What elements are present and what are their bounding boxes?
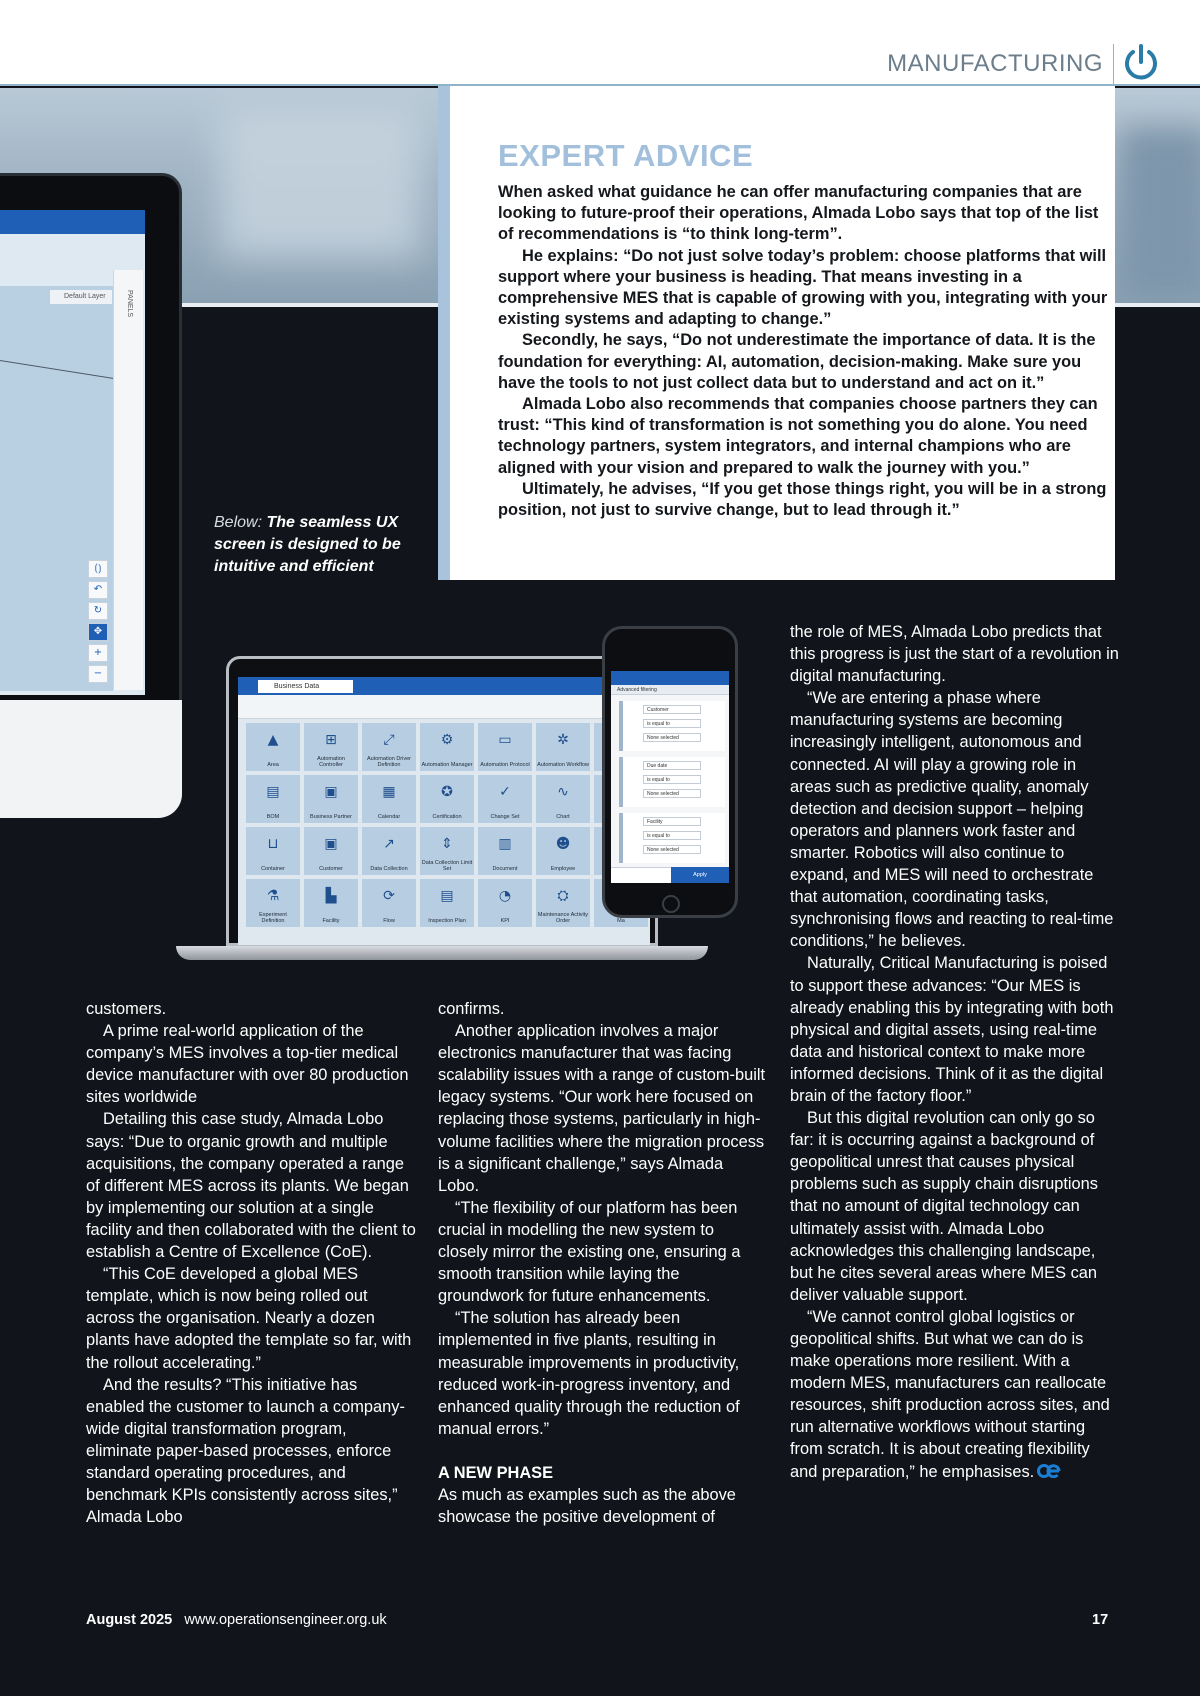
tile-label: Automation Driver Definition xyxy=(366,756,412,768)
business-data-tile xyxy=(304,879,358,927)
caption-text: The seamless UX screen is designed to be intuitive and efficient xyxy=(214,514,401,575)
phone-apply-button: Apply xyxy=(671,867,729,883)
business-data-tile xyxy=(478,879,532,927)
section-label: MANUFACTURING xyxy=(887,50,1103,77)
business-data-tile xyxy=(536,775,590,823)
tile-label: Chart xyxy=(556,814,570,820)
fit-icon: ⟮⟯ xyxy=(88,560,108,578)
filter-value: None selected xyxy=(643,733,701,742)
paragraph: “This CoE developed a global MES template, which is now being rolled out across the organisation. Nearly a dozen plants have adopted the template so far, with the rollout accelerating.” xyxy=(86,1265,412,1372)
page-number: 17 xyxy=(1092,1612,1109,1628)
zoom-in-icon: + xyxy=(88,644,108,662)
business-data-tile xyxy=(246,879,300,927)
tile-label: Automation Manager xyxy=(421,762,473,768)
tile-label: Ma xyxy=(617,918,625,924)
workflow-icon: ✲ xyxy=(557,732,569,748)
business-data-tile xyxy=(478,775,532,823)
panels-label: PANELS xyxy=(126,290,133,318)
business-data-tile xyxy=(304,827,358,875)
limit-set-icon: ⇕ xyxy=(441,836,453,852)
gear-icon: ⚙ xyxy=(440,732,454,748)
tile-label: KPI xyxy=(500,918,510,924)
gauge-icon: ◔ xyxy=(498,888,512,904)
phone-filter-row xyxy=(619,701,725,751)
paragraph: Another application involves a major electronics manufacturer that was facing scalability issues with a range of custom-built legacy systems. “Our work here focused on replacing those systems, particularly in high-volume facilities where the migration process is a significant challenge,” says Almada Lobo. xyxy=(438,1022,766,1195)
business-data-tile xyxy=(362,723,416,771)
phone-filter-label: Advanced filtering xyxy=(611,685,729,695)
undo-icon: ↶ xyxy=(88,581,108,599)
issue-date: August 2025 xyxy=(86,1612,173,1628)
paragraph-last xyxy=(790,1306,1120,1483)
bom-icon: ▤ xyxy=(266,784,280,800)
image-caption xyxy=(214,512,409,578)
phone-filter-row xyxy=(619,757,725,807)
advice-body xyxy=(498,182,1108,521)
driver-icon: ⤢ xyxy=(383,732,395,748)
business-data-grid xyxy=(238,719,650,931)
document-icon: ▥ xyxy=(498,836,512,852)
calendar-icon: ▦ xyxy=(382,784,396,800)
business-data-tile xyxy=(420,723,474,771)
customer-icon: ▣ xyxy=(324,836,338,852)
phone-mockup xyxy=(602,626,738,918)
tile-label: Data Collection xyxy=(370,866,408,872)
business-data-tile xyxy=(536,723,590,771)
business-data-tile xyxy=(246,775,300,823)
business-data-tile xyxy=(362,775,416,823)
laptop-base xyxy=(176,946,708,960)
tile-label: Change Set xyxy=(490,814,520,820)
flow-icon: ⟳ xyxy=(383,888,395,904)
filter-field: Due date xyxy=(643,761,701,770)
paragraph: the role of MES, Almada Lobo predicts that this progress is just the start of a revolution in digital manufacturing. xyxy=(790,623,1119,686)
paragraph: Detailing this case study, Almada Lobo says: “Due to organic growth and multiple acquisitions, the company operated a range of different MES across its plants. We began by implementing our solution at a single facility and then collaborated with the client to establish a Centre of Excellence (CoE). xyxy=(86,1110,416,1262)
paragraph: But this digital revolution can only go so far: it is occurring against a background of geopolitical unrest that causes physical problems such as supply chain disruptions that no amount of digital technology can ultimately assist with. Almada Lobo acknowledges this challenging landscape, but he cites several areas where MES can deliver valuable support. xyxy=(790,1109,1098,1304)
partner-icon: ▣ xyxy=(324,784,338,800)
section-divider xyxy=(1113,44,1114,84)
tile-label: Customer xyxy=(319,866,343,872)
area-icon: ▲ xyxy=(267,732,279,748)
business-data-tile xyxy=(420,827,474,875)
advice-paragraph: Secondly, he says, “Do not underestimate the importance of data. It is the foundation for everything: AI, automation, decision-making. Make sure you have the tools to not just collect data but to understand and act on it.” xyxy=(498,331,1096,392)
employee-icon: ☻ xyxy=(555,836,571,852)
monitor-tool-strip xyxy=(88,560,110,690)
power-icon xyxy=(1121,42,1161,82)
monitor-titlebar xyxy=(0,210,145,234)
certification-icon: ✪ xyxy=(441,784,453,800)
paragraph: A prime real-world application of the company’s MES involves a top-tier medical device manufacturer with over 80 production sites worldwide xyxy=(86,1022,409,1107)
tile-label: Document xyxy=(492,866,518,872)
data-collection-icon: ↗ xyxy=(383,836,395,852)
paragraph: confirms. xyxy=(438,1000,505,1018)
chart-icon: ∿ xyxy=(557,784,569,800)
business-data-tile xyxy=(362,879,416,927)
monitor-side-panel xyxy=(113,270,143,690)
paragraph: “The solution has already been implemented in five plants, resulting in measurable improvements in productivity, reduced work-in-progress inventory, and enhanced quality through the reduction of manual errors.” xyxy=(438,1309,740,1438)
advice-paragraph: When asked what guidance he can offer manufacturing companies that are looking to future-proof their operations, Almada Lobo says that top of the list of recommendations is “to think long-term”. xyxy=(498,183,1099,244)
tile-label: Maintenance Activity Order xyxy=(537,912,589,924)
controller-icon: ⊞ xyxy=(325,732,337,748)
advice-paragraph: He explains: “Do not just solve today’s problem: choose platforms that will support where your business is heading. That means investing in a comprehensive MES that is capable of growing with you, integrating with your existing systems and adapting to change.” xyxy=(498,246,1108,329)
filter-value: None selected xyxy=(643,789,701,798)
tile-label: Area xyxy=(267,762,279,768)
article-column-2 xyxy=(438,998,768,1528)
default-layer-label: Default Layer xyxy=(50,290,112,304)
tile-label: Automation Controller xyxy=(317,756,345,768)
advice-title: EXPERT ADVICE xyxy=(498,138,754,173)
paragraph: “We are entering a phase where manufacturing systems are becoming increasingly intelligent, autonomous and connected. AI will play a growing role in areas such as predictive quality, anomaly detection and decision support – helping operators and planners work faster and smarter. Robotics will also continue to expand, and MES will need to orchestrate that automation, coordinating tasks, synchronising flows and reacting to real-time conditions,” he believes. xyxy=(790,689,1114,951)
business-data-tile xyxy=(536,827,590,875)
filter-field: Customer xyxy=(643,705,701,714)
article-column-3 xyxy=(790,621,1120,1483)
paragraph: “The flexibility of our platform has been crucial in modelling the new system to closely mirror the existing one, ensuring a smooth transition while laying the groundwork for future enhancements. xyxy=(438,1198,741,1306)
tile-label: Automation Workflow xyxy=(537,762,589,768)
paragraph: And the results? “This initiative has enabled the customer to launch a company-wide digital transformation program, eliminate paper-based processes, enforce standard operating procedures, and benchmark KPIs consistently across sites,” Almada Lobo xyxy=(86,1375,405,1527)
business-data-tile xyxy=(246,827,300,875)
protocol-icon: ▭ xyxy=(498,732,512,748)
advice-paragraph: Almada Lobo also recommends that companies choose partners they can trust: “This kind of transformation is not something you do alone. You need technology partners, system integrators, and internal champions who are aligned with your vision and prepared to walk the journey with you.” xyxy=(498,395,1098,477)
tile-label: Calendar xyxy=(377,814,401,820)
monitor-chin xyxy=(0,700,182,818)
tile-label: Inspection Plan xyxy=(428,918,466,924)
laptop-mockup xyxy=(226,656,658,946)
advice-paragraph: Ultimately, he advises, “If you get those things right, you will be in a strong position, not just to survive change, but to lead through it.” xyxy=(498,479,1107,520)
paragraph-text: “We cannot control global logistics or geopolitical shifts. But what we can do is make operations more resilient. With a modern MES, manufacturers can reallocate resources, shift production across sites, and run alternative workflows without starting from scratch. It is about creating flexibility and preparation,” he emphasises. xyxy=(790,1307,1110,1481)
phone-app-bar xyxy=(611,671,729,685)
tile-label: Container xyxy=(261,866,285,872)
move-icon: ✥ xyxy=(88,623,108,641)
tile-label: Data Collection Limit Set xyxy=(421,860,473,872)
filter-field: Facility xyxy=(643,817,701,826)
business-data-tile xyxy=(304,723,358,771)
filter-operator: is equal to xyxy=(643,831,701,840)
maintenance-icon: ⛭ xyxy=(557,888,569,904)
phone-home-button xyxy=(662,895,680,913)
tile-label: Experiment Definition xyxy=(259,912,287,924)
business-data-tile xyxy=(304,775,358,823)
tile-label: Business Partner xyxy=(310,814,352,820)
filter-operator: is equal to xyxy=(643,775,701,784)
expert-advice-box xyxy=(438,86,1115,580)
article-column-1 xyxy=(86,998,416,1528)
tile-label: Flow xyxy=(383,918,395,924)
flask-icon: ⚗ xyxy=(266,888,280,904)
oe-endmark-icon xyxy=(1037,1464,1061,1478)
caption-lead: Below: xyxy=(214,514,263,531)
inspection-icon: ▤ xyxy=(440,888,454,904)
filter-operator: is equal to xyxy=(643,719,701,728)
business-data-tile xyxy=(362,827,416,875)
phone-footer xyxy=(611,867,729,883)
section-heading: A NEW PHASE xyxy=(438,1463,554,1482)
business-data-tile xyxy=(478,827,532,875)
laptop-app-bar xyxy=(238,677,650,695)
website-url: www.operationsengineer.org.uk xyxy=(184,1612,387,1628)
laptop-toolbar xyxy=(238,695,650,719)
tile-label: Certification xyxy=(432,814,462,820)
phone-screen xyxy=(611,671,729,883)
business-data-tile xyxy=(536,879,590,927)
laptop-tab: Business Data xyxy=(258,680,353,693)
tile-label: Employee xyxy=(550,866,576,872)
check-icon: ✓ xyxy=(499,784,511,800)
facility-icon: ▙ xyxy=(325,888,337,904)
paragraph: customers. xyxy=(86,1000,167,1018)
filter-value: None selected xyxy=(643,845,701,854)
container-icon: ⊔ xyxy=(267,836,279,852)
laptop-screen xyxy=(238,677,650,945)
paragraph: Naturally, Critical Manufacturing is poised to support these advances: “Our MES is already enabling this by integrating with both physical and digital assets, using real-time data and historical context to make more informed decisions. Think of it as the digital brain of the factory floor.” xyxy=(790,954,1114,1105)
business-data-tile xyxy=(478,723,532,771)
business-data-tile xyxy=(420,775,474,823)
paragraph: As much as examples such as the above showcase the positive development of xyxy=(438,1485,736,1527)
tile-label: BOM xyxy=(266,814,280,820)
tile-label: Automation Protocol xyxy=(480,762,530,768)
redo-icon: ↻ xyxy=(88,602,108,620)
phone-filter-row xyxy=(619,813,725,863)
business-data-tile xyxy=(246,723,300,771)
top-bar xyxy=(0,0,1200,86)
business-data-tile xyxy=(420,879,474,927)
zoom-out-icon: − xyxy=(88,665,108,683)
tile-label: Facility xyxy=(322,918,340,924)
footer xyxy=(86,1612,387,1628)
